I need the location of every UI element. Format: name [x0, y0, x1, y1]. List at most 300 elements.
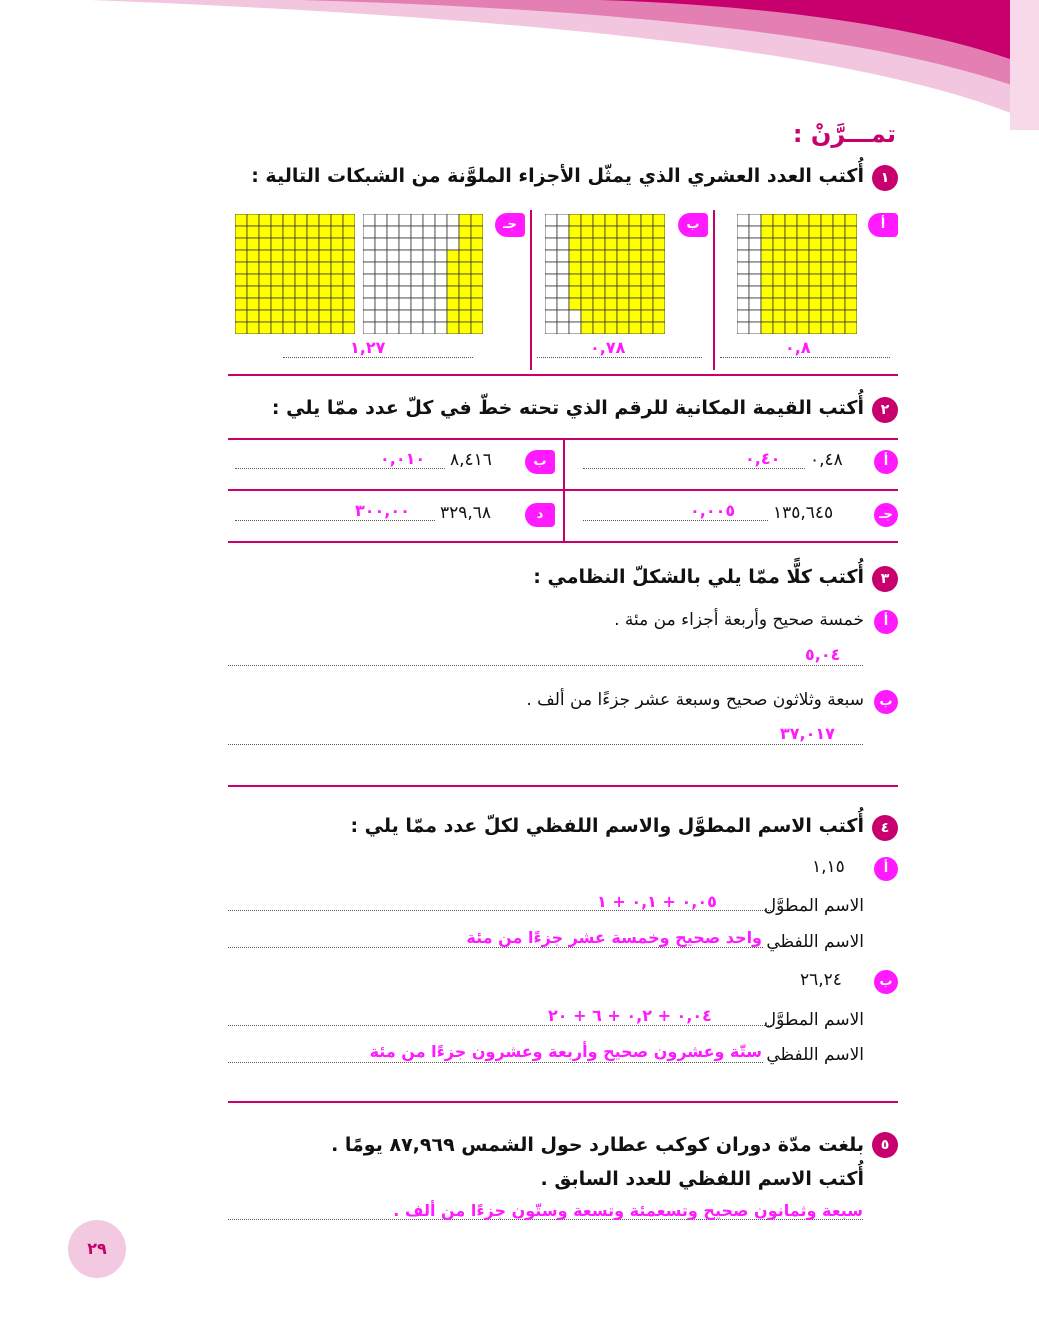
- grid-cell: [459, 274, 471, 286]
- question-number: ٤: [872, 815, 898, 841]
- grid-cell: [617, 310, 629, 322]
- grid-cell: [641, 226, 653, 238]
- grid-cell: [821, 298, 833, 310]
- grid-cell: [319, 322, 331, 334]
- divider: [713, 210, 715, 370]
- part-letter: جـ: [495, 213, 525, 237]
- grid-cell: [435, 322, 447, 334]
- grid-cell: [363, 298, 375, 310]
- grid-cell: [283, 238, 295, 250]
- grid-cell: [785, 226, 797, 238]
- grid-cell: [387, 298, 399, 310]
- grid-cell: [797, 226, 809, 238]
- grid-cell: [737, 214, 749, 226]
- header-decoration: [0, 0, 1039, 130]
- grid-cell: [761, 262, 773, 274]
- grid-cell: [821, 286, 833, 298]
- grid-cell: [363, 250, 375, 262]
- grid-cell: [247, 226, 259, 238]
- item-number: ٠,٤٨: [810, 450, 843, 470]
- grid-cell: [447, 214, 459, 226]
- grid-cell: [343, 322, 355, 334]
- grid-cell: [295, 250, 307, 262]
- grid-cell: [785, 286, 797, 298]
- grid-cell: [653, 274, 665, 286]
- grid-cell: [271, 226, 283, 238]
- grid-cell: [581, 250, 593, 262]
- grid-cell: [557, 250, 569, 262]
- grid-cell: [283, 274, 295, 286]
- grid-cell: [773, 286, 785, 298]
- grid-cell: [617, 286, 629, 298]
- grid-cell: [833, 262, 845, 274]
- grid-cell: [545, 226, 557, 238]
- item-text: خمسة صحيح وأربعة أجزاء من مئة .: [614, 610, 864, 630]
- grid-cell: [797, 250, 809, 262]
- grid-cell: [545, 286, 557, 298]
- grid-cell: [319, 310, 331, 322]
- answer-line: [228, 744, 863, 745]
- grid-cell: [235, 226, 247, 238]
- grid-cell: [809, 322, 821, 334]
- grid-cell: [363, 226, 375, 238]
- grid-cell: [773, 274, 785, 286]
- grid-cell: [271, 262, 283, 274]
- grid-cell: [641, 214, 653, 226]
- grid-cell: [605, 286, 617, 298]
- grid-cell: [399, 286, 411, 298]
- item-letter: أ: [874, 450, 898, 474]
- grid-cell: [773, 250, 785, 262]
- grid-cell: [471, 298, 483, 310]
- grid-cell: [447, 322, 459, 334]
- grid-cell: [235, 274, 247, 286]
- grid-cell: [387, 286, 399, 298]
- grid-cell: [319, 286, 331, 298]
- grid-cell: [235, 322, 247, 334]
- grid-cell: [641, 322, 653, 334]
- grid-cell: [581, 226, 593, 238]
- grid-cell: [447, 274, 459, 286]
- grid-cell: [235, 250, 247, 262]
- grid-cell: [821, 274, 833, 286]
- grid-cell: [617, 274, 629, 286]
- grid-cell: [773, 238, 785, 250]
- grid-cell: [235, 214, 247, 226]
- grid-cell: [557, 322, 569, 334]
- grid-cell: [363, 286, 375, 298]
- grid-cell: [581, 214, 593, 226]
- grid-cell: [833, 250, 845, 262]
- answer-line: [583, 520, 768, 521]
- grid-cell: [399, 250, 411, 262]
- grid-cell: [307, 250, 319, 262]
- grid-cell: [271, 250, 283, 262]
- grid-cell: [247, 310, 259, 322]
- grid-cell: [821, 238, 833, 250]
- grid-cell: [423, 322, 435, 334]
- page-number: ٢٩: [87, 1239, 107, 1258]
- grid-cell: [785, 214, 797, 226]
- grid-cell: [307, 298, 319, 310]
- grid-cell: [259, 238, 271, 250]
- grid-cell: [423, 298, 435, 310]
- answer-line: [235, 520, 435, 521]
- grid-cell: [271, 214, 283, 226]
- grid-cell: [399, 238, 411, 250]
- grid-cell: [833, 286, 845, 298]
- grid-cell: [411, 298, 423, 310]
- grid-cell: [259, 214, 271, 226]
- grid-cell: [821, 214, 833, 226]
- grid-cell: [247, 214, 259, 226]
- grid-cell: [629, 226, 641, 238]
- grid-cell: [411, 226, 423, 238]
- grid-cell: [545, 322, 557, 334]
- grid-cell: [581, 310, 593, 322]
- grid-cell: [749, 214, 761, 226]
- grid-cell: [617, 214, 629, 226]
- grid-cell: [399, 226, 411, 238]
- grid-cell: [749, 250, 761, 262]
- grid-cell: [447, 310, 459, 322]
- grid-cell: [235, 238, 247, 250]
- grid-cell: [797, 322, 809, 334]
- grid-cell: [653, 310, 665, 322]
- grid-cell: [845, 226, 857, 238]
- grid-cell: [375, 322, 387, 334]
- grid-cell: [581, 274, 593, 286]
- grid-cell: [557, 274, 569, 286]
- item-number: ٢٦,٢٤: [800, 970, 842, 990]
- answer-text: ٠,٧٨: [590, 338, 626, 357]
- grid-cell: [435, 262, 447, 274]
- grid-cell: [447, 286, 459, 298]
- answer-text: ٠,٠٤ + ٠,٢ + ٦ + ٢٠: [548, 1006, 712, 1025]
- grid-cell: [845, 286, 857, 298]
- grid-cell: [593, 262, 605, 274]
- grid-cell: [375, 226, 387, 238]
- grid-cell: [387, 226, 399, 238]
- answer-text: ستّة وعشرون صحيح وأربعة وعشرون جزءًا من مئة: [369, 1042, 762, 1061]
- grid-cell: [247, 262, 259, 274]
- grid-cell: [773, 226, 785, 238]
- grid-cell: [259, 226, 271, 238]
- grid-cell: [295, 226, 307, 238]
- grid-cell: [629, 322, 641, 334]
- grid-cell: [471, 274, 483, 286]
- grid-cell: [411, 238, 423, 250]
- grid-cell: [821, 322, 833, 334]
- grid-cell: [785, 250, 797, 262]
- grid-cell: [399, 322, 411, 334]
- grid-cell: [283, 298, 295, 310]
- grid-cell: [785, 238, 797, 250]
- grid-cell: [435, 250, 447, 262]
- expanded-label: الاسم المطوَّل: [763, 896, 864, 916]
- question-text: بلغت مدّة دوران كوكب عطارد حول الشمس ٨٧,٩٦٩ يومًا .: [331, 1134, 864, 1156]
- grid-cell: [581, 298, 593, 310]
- grid-cell: [737, 310, 749, 322]
- grid-cell: [749, 238, 761, 250]
- grid-cell: [459, 286, 471, 298]
- grid-cell: [761, 214, 773, 226]
- grid-cell: [387, 250, 399, 262]
- question-number: ٣: [872, 566, 898, 592]
- grid-cell: [307, 274, 319, 286]
- grid-cell: [629, 250, 641, 262]
- grid-cell: [331, 274, 343, 286]
- grid-cell: [785, 322, 797, 334]
- grid-cell: [797, 274, 809, 286]
- grid-cell: [423, 214, 435, 226]
- grid-cell: [593, 214, 605, 226]
- grid-cell: [363, 274, 375, 286]
- grid-cell: [593, 322, 605, 334]
- grid-cell: [641, 262, 653, 274]
- question-text: أُكتب الاسم اللفظي للعدد السابق .: [540, 1168, 864, 1190]
- grid-cell: [653, 214, 665, 226]
- grid-cell: [593, 310, 605, 322]
- decimal-grid-c-partial: [363, 214, 483, 334]
- section-divider: [228, 1101, 898, 1103]
- grid-cell: [845, 310, 857, 322]
- grid-cell: [399, 214, 411, 226]
- grid-cell: [363, 238, 375, 250]
- question-text: أُكتب كلًّا ممّا يلي بالشكلّ النظامي :: [533, 566, 864, 588]
- grid-cell: [411, 274, 423, 286]
- answer-text: واحد صحيح وخمسة عشر جزءًا من مئة: [466, 928, 762, 947]
- verbal-label: الاسم اللفظي: [766, 1045, 864, 1065]
- grid-cell: [295, 286, 307, 298]
- grid-cell: [295, 298, 307, 310]
- grid-cell: [459, 310, 471, 322]
- grid-cell: [319, 274, 331, 286]
- grid-cell: [797, 238, 809, 250]
- grid-cell: [411, 310, 423, 322]
- grid-cell: [641, 238, 653, 250]
- grid-cell: [809, 214, 821, 226]
- item-number: ٨,٤١٦: [450, 450, 492, 470]
- part-letter: ب: [678, 213, 708, 237]
- answer-text: ٠,٤٠: [745, 449, 781, 468]
- grid-cell: [545, 298, 557, 310]
- grid-cell: [235, 310, 247, 322]
- grid-cell: [387, 310, 399, 322]
- grid-cell: [773, 262, 785, 274]
- grid-cell: [761, 274, 773, 286]
- grid-cell: [629, 214, 641, 226]
- answer-text: ٠,٠٥ + ٠,١ + ١: [597, 892, 717, 911]
- grid-cell: [423, 238, 435, 250]
- grid-cell: [319, 262, 331, 274]
- grid-cell: [283, 226, 295, 238]
- grid-cell: [593, 298, 605, 310]
- grid-cell: [259, 274, 271, 286]
- item-letter: د: [525, 503, 555, 527]
- grid-cell: [641, 250, 653, 262]
- grid-cell: [833, 274, 845, 286]
- grid-cell: [331, 322, 343, 334]
- grid-cell: [331, 250, 343, 262]
- grid-cell: [749, 310, 761, 322]
- item-letter: ب: [874, 970, 898, 994]
- grid-cell: [557, 298, 569, 310]
- grid-cell: [749, 226, 761, 238]
- grid-cell: [363, 262, 375, 274]
- grid-cell: [295, 214, 307, 226]
- grid-cell: [387, 262, 399, 274]
- grid-cell: [809, 274, 821, 286]
- grid-cell: [271, 298, 283, 310]
- grid-cell: [235, 298, 247, 310]
- grid-cell: [569, 250, 581, 262]
- grid-cell: [411, 250, 423, 262]
- grid-cell: [375, 214, 387, 226]
- item-letter: أ: [874, 857, 898, 881]
- answer-text: ٠,٠٠٥: [690, 501, 736, 520]
- grid-cell: [617, 262, 629, 274]
- decimal-grid-a: [737, 214, 857, 334]
- grid-cell: [809, 226, 821, 238]
- grid-cell: [399, 310, 411, 322]
- grid-cell: [569, 226, 581, 238]
- grid-cell: [545, 310, 557, 322]
- grid-cell: [737, 274, 749, 286]
- grid-cell: [331, 286, 343, 298]
- grid-cell: [343, 286, 355, 298]
- grid-cell: [845, 262, 857, 274]
- item-letter: جـ: [874, 503, 898, 527]
- grid-cell: [435, 298, 447, 310]
- grid-cell: [809, 310, 821, 322]
- grid-cell: [773, 310, 785, 322]
- grid-cell: [557, 226, 569, 238]
- grid-cell: [641, 286, 653, 298]
- grid-cell: [605, 238, 617, 250]
- grid-cell: [629, 274, 641, 286]
- grid-cell: [343, 298, 355, 310]
- answer-line: [228, 665, 863, 666]
- grid-cell: [581, 322, 593, 334]
- grid-cell: [569, 322, 581, 334]
- grid-cell: [447, 298, 459, 310]
- divider: [530, 210, 532, 370]
- grid-cell: [247, 322, 259, 334]
- grid-cell: [375, 286, 387, 298]
- grid-cell: [737, 322, 749, 334]
- grid-cell: [809, 286, 821, 298]
- grid-cell: [343, 310, 355, 322]
- item-number: ١,١٥: [812, 857, 845, 877]
- grid-cell: [435, 238, 447, 250]
- grid-cell: [283, 214, 295, 226]
- grid-cell: [363, 214, 375, 226]
- grid-cell: [363, 322, 375, 334]
- grid-cell: [471, 322, 483, 334]
- grid-cell: [845, 274, 857, 286]
- grid-cell: [319, 298, 331, 310]
- exercise-title: تمـــرَّنْ :: [792, 120, 896, 148]
- grid-cell: [605, 262, 617, 274]
- grid-cell: [737, 226, 749, 238]
- grid-cell: [773, 322, 785, 334]
- grid-cell: [569, 262, 581, 274]
- grid-cell: [833, 310, 845, 322]
- grid-cell: [545, 274, 557, 286]
- grid-cell: [653, 226, 665, 238]
- grid-cell: [271, 322, 283, 334]
- grid-cell: [557, 286, 569, 298]
- grid-cell: [375, 274, 387, 286]
- grid-cell: [797, 214, 809, 226]
- grid-cell: [785, 298, 797, 310]
- grid-cell: [459, 262, 471, 274]
- grid-cell: [797, 310, 809, 322]
- answer-text: ١,٢٧: [350, 338, 386, 357]
- item-number: ١٣٥,٦٤٥: [773, 503, 834, 523]
- grid-cell: [749, 274, 761, 286]
- grid-cell: [653, 322, 665, 334]
- grid-cell: [307, 262, 319, 274]
- grid-cell: [605, 250, 617, 262]
- answer-line: [283, 357, 473, 358]
- grid-cell: [247, 286, 259, 298]
- item-letter: أ: [874, 610, 898, 634]
- grid-cell: [459, 250, 471, 262]
- grid-cell: [375, 250, 387, 262]
- grid-cell: [581, 286, 593, 298]
- question-number: ٢: [872, 397, 898, 423]
- table-border: [563, 438, 565, 541]
- item-letter: ب: [525, 450, 555, 474]
- grid-cell: [295, 262, 307, 274]
- grid-cell: [845, 298, 857, 310]
- grid-cell: [295, 322, 307, 334]
- grid-cell: [593, 274, 605, 286]
- grid-cell: [557, 262, 569, 274]
- grid-cell: [307, 310, 319, 322]
- grid-cell: [423, 250, 435, 262]
- grid-cell: [283, 286, 295, 298]
- grid-cell: [235, 286, 247, 298]
- grid-cell: [737, 250, 749, 262]
- grid-cell: [319, 238, 331, 250]
- grid-cell: [653, 238, 665, 250]
- grid-cell: [307, 238, 319, 250]
- grid-cell: [761, 286, 773, 298]
- question-text: أُكتب العدد العشري الذي يمثّل الأجزاء الملوَّنة من الشبكات التالية :: [251, 165, 864, 187]
- grid-cell: [833, 226, 845, 238]
- grid-cell: [471, 262, 483, 274]
- answer-text: سبعة وثمانون صحيح وتسعمئة وتسعة وستّون جزءًا من ألف .: [393, 1201, 863, 1220]
- grid-cell: [641, 274, 653, 286]
- grid-cell: [749, 298, 761, 310]
- grid-cell: [399, 262, 411, 274]
- grid-cell: [581, 238, 593, 250]
- grid-cell: [749, 286, 761, 298]
- grid-cell: [557, 310, 569, 322]
- answer-line: [583, 468, 805, 469]
- answer-line: [537, 357, 702, 358]
- grid-cell: [271, 286, 283, 298]
- grid-cell: [307, 214, 319, 226]
- grid-cell: [343, 226, 355, 238]
- grid-cell: [569, 286, 581, 298]
- grid-cell: [411, 286, 423, 298]
- grid-cell: [471, 238, 483, 250]
- grid-cell: [435, 214, 447, 226]
